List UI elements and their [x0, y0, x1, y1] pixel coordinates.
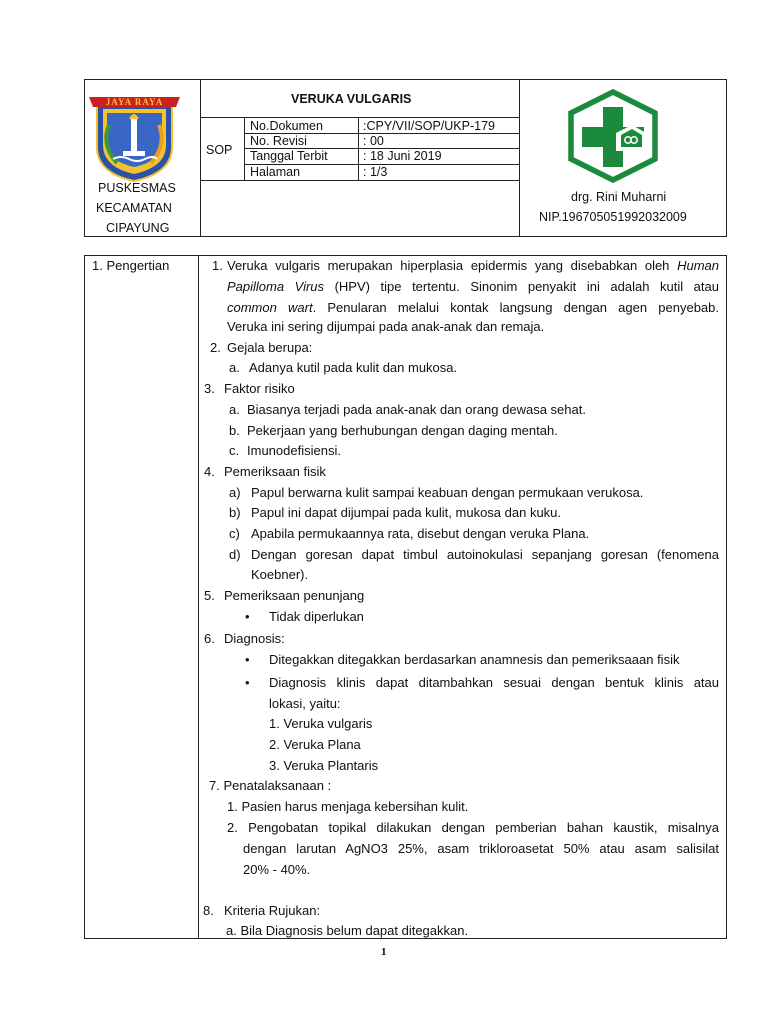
p6-bullet2-line2: lokasi, yaitu:: [269, 696, 341, 711]
p7-item1: 1. Pasien harus menjaga kebersihan kulit.: [227, 799, 469, 814]
p4-b-mark: b): [229, 505, 241, 520]
p2-num: 2.: [210, 340, 221, 355]
p5-bullet-text: Tidak diperlukan: [269, 609, 364, 624]
meta-label-halaman: Halaman: [250, 165, 301, 179]
p7-item2-line3: 20% - 40%.: [243, 862, 311, 877]
meta-label-revisi: No. Revisi: [250, 134, 307, 148]
p3-b-mark: b.: [229, 423, 240, 438]
puskesmas-logo: [566, 89, 660, 183]
p1-num: 1.: [212, 258, 223, 273]
p3-a-text: Biasanya terjadi pada anak-anak dan orang dewasa sehat.: [247, 402, 586, 417]
p4-d-text: Dengan goresan dapat timbul autoinokulasi sepanjang goresan (fenomena: [251, 547, 719, 562]
p6-sub-2: 2. Veruka Plana: [269, 737, 361, 752]
p4-c-text: Apabila permukaannya rata, disebut dengan veruka Plana.: [251, 526, 590, 541]
p4-text: Pemeriksaan fisik: [224, 464, 326, 479]
p4-a-text: Papul berwarna kulit sampai keabuan dengan permukaan verukosa.: [251, 485, 644, 500]
p6-bullet1-text: Ditegakkan ditegakkan berdasarkan anamnesis dan pemeriksaaan fisik: [269, 652, 680, 667]
signer-name: drg. Rini Muharni: [571, 190, 667, 204]
p6-sub-1: 1. Veruka vulgaris: [269, 716, 373, 731]
p3-text: Faktor risiko: [224, 381, 295, 396]
p4-a-mark: a): [229, 485, 241, 500]
p4-b-text: Papul ini dapat dijumpai pada kulit, mukosa dan kuku.: [251, 505, 562, 520]
p3-num: 3.: [204, 381, 215, 396]
meta-value-halaman: : 1/3: [363, 165, 388, 179]
p7-text: 7. Penatalaksanaan :: [209, 778, 332, 793]
document-title: VERUKA VULGARIS: [291, 92, 412, 106]
p7-item2-line2: dengan larutan AgNO3 25%, asam trikloroasetat 50% atau asam salisilat: [243, 841, 719, 856]
org-line-3: CIPAYUNG: [106, 221, 170, 235]
meta-label-doc: No.Dokumen: [250, 119, 323, 133]
meta-value-revisi: : 00: [363, 134, 384, 148]
p6-text: Diagnosis:: [224, 631, 285, 646]
p4-d-mark: d): [229, 547, 241, 562]
page-number: 1: [381, 946, 387, 958]
p8-num: 8.: [203, 903, 214, 918]
meta-value-tanggal: : 18 Juni 2019: [363, 149, 442, 163]
meta-value-doc: :CPY/VII/SOP/UKP-179: [363, 119, 495, 133]
p8-a: a. Bila Diagnosis belum dapat ditegakkan.: [226, 923, 469, 938]
p6-bullet1-mark: •: [245, 652, 250, 667]
p8-text: Kriteria Rujukan:: [224, 903, 321, 918]
p4-c-mark: c): [229, 526, 240, 541]
p3-b-text: Pekerjaan yang berhubungan dengan daging mentah.: [247, 423, 558, 438]
sop-label: SOP: [206, 143, 233, 157]
p2-a-mark: a.: [229, 360, 240, 375]
section-label: 1. Pengertian: [92, 258, 170, 273]
p4-d-cont: Koebner).: [251, 567, 309, 582]
p2-a-text: Adanya kutil pada kulit dan mukosa.: [249, 360, 458, 375]
p1-line3: common wart. Penularan melalui kontak langsung dengan agen penyebab.: [227, 300, 719, 315]
p3-a-mark: a.: [229, 402, 240, 417]
meta-label-tanggal: Tanggal Terbit: [250, 149, 328, 163]
p5-num: 5.: [204, 588, 215, 603]
p6-num: 6.: [204, 631, 215, 646]
p4-num: 4.: [204, 464, 215, 479]
p6-bullet2-mark: •: [245, 675, 250, 690]
p2-text: Gejala berupa:: [227, 340, 313, 355]
p1-line2: Papilloma Virus (HPV) tipe tertentu. Sinonim penyakit ini adalah kutil atau: [227, 279, 719, 294]
p1-line4: Veruka ini sering dijumpai pada anak-anak dan remaja.: [227, 319, 545, 334]
p5-text: Pemeriksaan penunjang: [224, 588, 365, 603]
p6-bullet2-line1: Diagnosis klinis dapat ditambahkan sesuai dengan bentuk klinis atau: [269, 675, 719, 690]
signer-nip: NIP.196705051992032009: [539, 210, 687, 224]
jakarta-logo: [87, 95, 182, 182]
p3-c-mark: c.: [229, 443, 240, 458]
p7-item2-line1: 2. Pengobatan topikal dilakukan dengan pemberian bahan kaustik, misalnya: [227, 820, 719, 835]
p3-c-text: Imunodefisiensi.: [247, 443, 341, 458]
p5-bullet-mark: •: [245, 609, 250, 624]
org-line-1: PUSKESMAS: [98, 181, 176, 195]
p1-line1: Veruka vulgaris merupakan hiperplasia epidermis yang disebabkan oleh Human: [227, 258, 719, 273]
p6-sub-3: 3. Veruka Plantaris: [269, 758, 379, 773]
logo-banner-text: JAYA RAYA: [105, 97, 164, 107]
org-line-2: KECAMATAN: [96, 201, 172, 215]
